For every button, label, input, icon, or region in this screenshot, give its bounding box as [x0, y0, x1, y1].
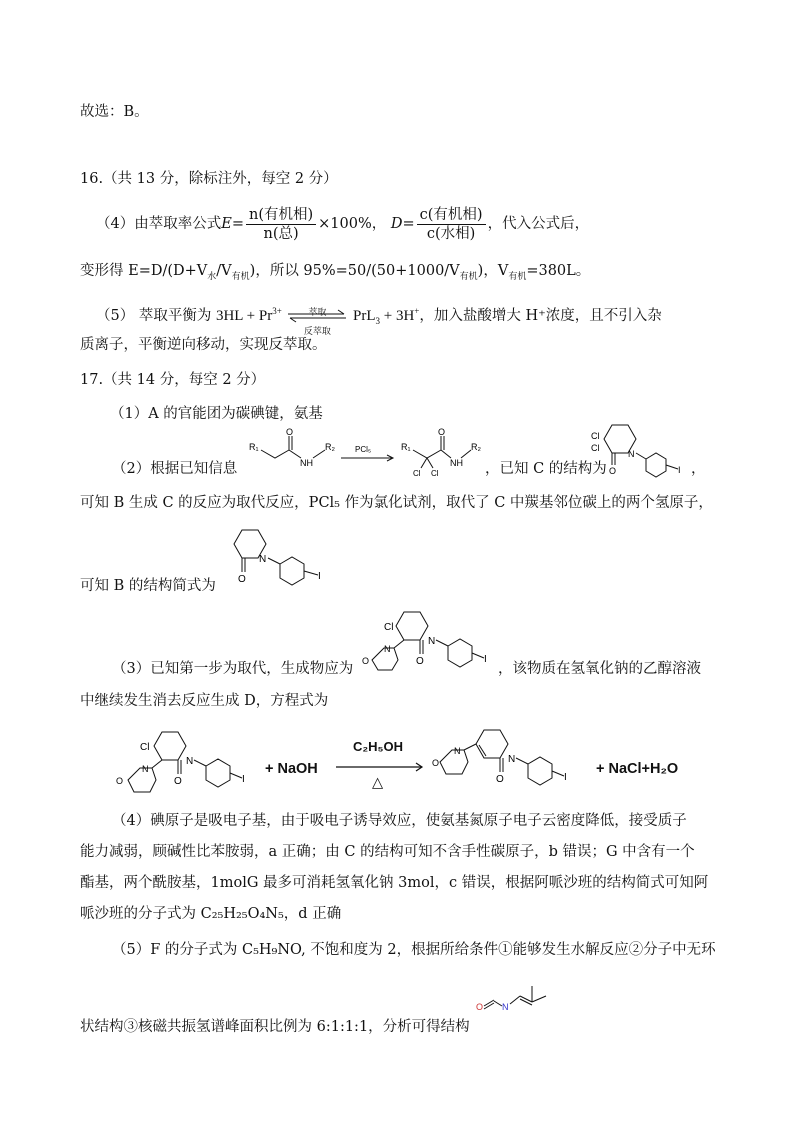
n-morph: N — [384, 644, 391, 654]
line-8: （1）A 的官能团为碳碘键，氨基 — [110, 406, 323, 422]
line-19: （5）F 的分子式为 C₅H₉NO, 不饱和度为 2，根据所给条件①能够发生水解反应②分子中无环 — [112, 942, 716, 958]
i-c: I — [678, 465, 681, 475]
fraction-2-den: c(水相) — [426, 225, 476, 242]
eq-left — [216, 308, 282, 324]
o-f: O — [476, 1002, 484, 1012]
h-charge: + — [414, 306, 420, 316]
q17-heading: 17.（共 14 分，每空 2 分） — [80, 372, 266, 388]
line-18: 哌沙班的分子式为 C₂₅H₂₅O₄N₅，d 正确 — [80, 906, 342, 922]
pr-charge: 3+ — [272, 306, 282, 316]
equilibrium-line — [96, 298, 662, 337]
reactant-structure — [110, 722, 260, 812]
eq-right — [353, 308, 419, 324]
cl-c2: Cl — [591, 443, 600, 453]
i-d: I — [564, 772, 567, 783]
heat-icon: △ — [372, 775, 384, 791]
t4: )，V — [477, 263, 509, 279]
prl: PrL — [353, 308, 376, 324]
line-13: 中继续发生消去反应生成 D，方程式为 — [80, 693, 329, 709]
h-ion: + 3H — [383, 308, 415, 324]
o-r-morph: O — [116, 776, 124, 786]
n-b: N — [259, 554, 267, 565]
i-r: I — [242, 774, 245, 785]
q16-heading: 16.（共 13 分，除标注外，每空 2 分） — [80, 171, 338, 187]
line-11: 可知 B 的结构简式为 — [80, 578, 216, 594]
n-r-morph: N — [142, 764, 149, 774]
n-p: N — [428, 636, 436, 647]
t1: 变形得 E=D/(D+V — [80, 263, 208, 279]
known-reaction-structure — [245, 428, 485, 480]
n-f: N — [502, 1002, 509, 1012]
fraction-1-den: n(总) — [263, 225, 299, 242]
r2-label-2: R₂ — [471, 442, 481, 452]
r1-label-2: R₁ — [401, 442, 411, 452]
naoh-label: + NaOH — [265, 761, 318, 777]
o-morph: O — [362, 656, 370, 666]
substitution-product — [358, 604, 498, 684]
o-c: O — [609, 466, 617, 476]
sub-organic-3: 有机 — [508, 271, 527, 282]
sub-organic: 有机 — [231, 271, 250, 282]
line-20: 状结构③核磁共振氢谱峰面积比例为 6:1:1:1，分析可得结构 — [80, 1019, 470, 1035]
t3: )，所以 95%=50/(50+1000/V — [249, 263, 460, 279]
eq-tail: ，加入盐酸增大 H⁺浓度，且不引入杂 — [419, 308, 662, 324]
equilibrium-arrows — [286, 303, 348, 337]
i-b: I — [318, 571, 321, 582]
o-p: O — [416, 656, 424, 667]
line-15: （4）碘原子是吸电子基，由于吸电子诱导效应，使氨基氮原子电子云密度降低，接受质子 — [112, 813, 687, 829]
i-p: I — [484, 654, 487, 665]
line-9b: ，已知 C 的结构为 — [485, 461, 607, 477]
arrow-top-label: 萃取 — [308, 308, 327, 318]
byproducts-label: + NaCl+H₂O — [596, 761, 679, 777]
o-r: O — [174, 776, 182, 787]
answer-line: 故选：B。 — [80, 104, 149, 120]
t2: /V — [216, 263, 232, 279]
n-d-morph: N — [454, 746, 461, 756]
nh-label: NH — [300, 458, 313, 468]
var-e: E — [221, 216, 232, 232]
line-9a: （2）根据已知信息 — [112, 461, 238, 477]
fraction-1 — [246, 206, 316, 243]
cl-label-b: Cl — [431, 469, 439, 478]
eq-left-text: 3HL + Pr — [215, 308, 273, 324]
line-16: 能力减弱，顾碱性比苯胺弱，a 正确；由 C 的结构可知不含手性碳原子，b 错误；G 中含有一个 — [80, 844, 695, 860]
n-r: N — [186, 756, 194, 767]
line-9c: ， — [691, 461, 706, 477]
nh-label-2: NH — [450, 458, 463, 468]
eq-sign: = — [231, 216, 244, 232]
sub-water: 水 — [207, 271, 217, 282]
line-12b: ，该物质在氢氧化钠的乙醇溶液 — [498, 661, 701, 677]
cl-label-a: Cl — [413, 469, 421, 478]
o-label: O — [286, 428, 294, 437]
formula-intro: （4）由萃取率公式 — [96, 216, 222, 232]
o-d-morph: O — [432, 758, 440, 768]
line-12a: （3）已知第一步为取代，生成物应为 — [112, 661, 354, 677]
formula-tail: ，代入公式后， — [487, 216, 590, 232]
arrow-bottom-label: 反萃取 — [303, 327, 331, 337]
r1-label: R₁ — [249, 442, 259, 452]
n-c: N — [628, 449, 635, 459]
fraction-2 — [417, 206, 486, 243]
line-17: 酯基，两个酰胺基，1molG 最多可消耗氢氧化钠 3mol，c 错误，根据阿哌沙班的结构简式可知阿 — [80, 875, 709, 891]
eq-sign-2: = — [402, 216, 415, 232]
deformation-line — [80, 262, 590, 286]
line-10: 可知 B 生成 C 的反应为取代反应，PCl₅ 作为氯化试剂，取代了 C 中羰基邻位碳上的两个氢原子， — [80, 495, 713, 511]
cl-p: Cl — [384, 622, 394, 633]
o-b: O — [238, 574, 246, 585]
r2-label: R₂ — [325, 442, 335, 452]
line-6: 质离子，平衡逆向移动，实现反萃取。 — [80, 337, 327, 353]
reaction-arrow — [336, 760, 426, 774]
cl-r: Cl — [140, 742, 150, 753]
extraction-formula-line — [96, 204, 589, 244]
cl-c1: Cl — [591, 431, 600, 441]
n-d: N — [508, 754, 516, 765]
structure-b — [232, 520, 342, 592]
percent: ×100%， — [318, 216, 387, 232]
var-d: D — [390, 216, 403, 232]
structure-f — [476, 976, 566, 1016]
reaction-condition: C₂H₅OH — [353, 739, 404, 754]
pcl5-label: PCl₅ — [355, 445, 372, 454]
structure-c — [590, 415, 690, 485]
t5: =380L。 — [526, 263, 591, 279]
o-label-2: O — [438, 428, 446, 437]
o-d: O — [496, 774, 504, 785]
fraction-1-num: n(有机相) — [246, 206, 316, 225]
product-d-structure — [432, 718, 582, 808]
fraction-2-num: c(有机相) — [417, 206, 486, 225]
sub-organic-2: 有机 — [459, 271, 478, 282]
eq-intro: （5） 萃取平衡为 — [96, 308, 212, 324]
prl-sub: 3 — [375, 316, 380, 326]
